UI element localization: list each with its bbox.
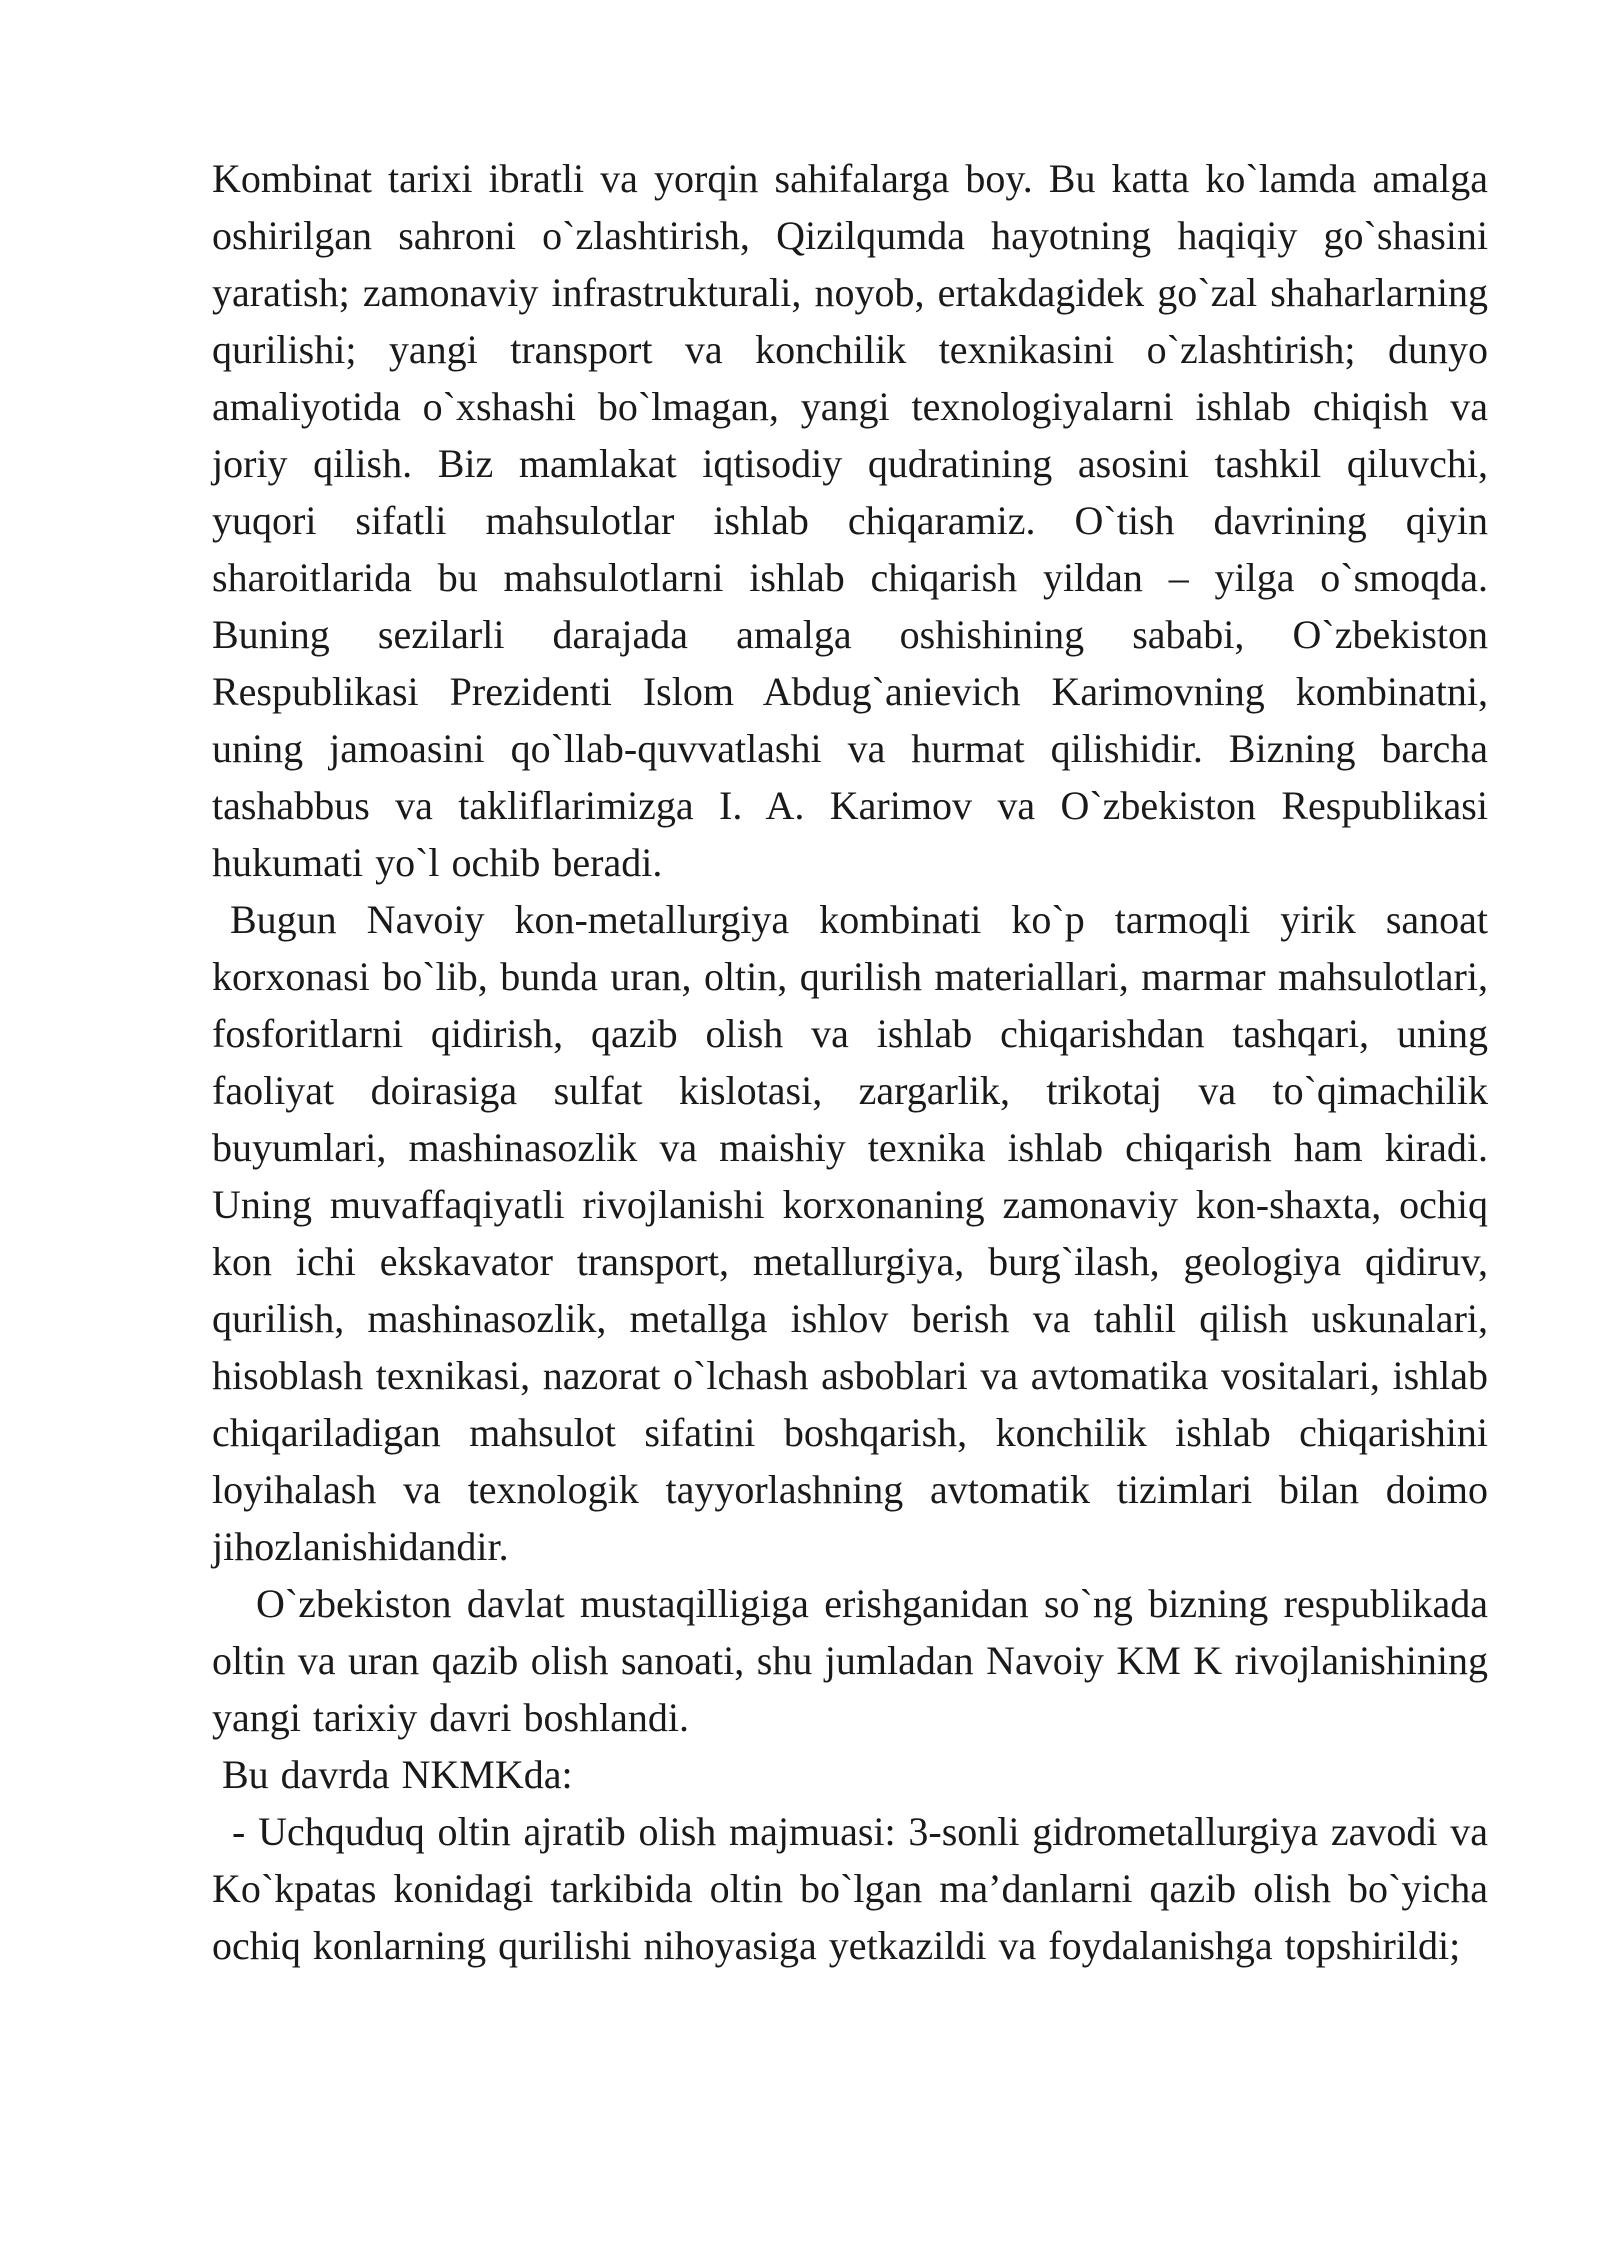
paragraph-kombinat-history: Kombinat tarixi ibratli va yorqin sahifalarga boy. Bu katta ko`lamda amalga oshirilgan sahroni o`zlashtirish, Qizilqumda hayotning haqiqiy go`shasini yaratish; zamonaviy infrastrukturali, noyob, ertakdagidek go`zal shaharlarning qurilishi; yangi transport va konchilik texnikasini o`zlashtirish; dunyo amaliyotida o`xshashi bo`lmagan, yangi texnologiyalarni ishlab chiqish va joriy qilish. Biz mamlakat iqtisodiy qudratining asosini tashkil qiluvchi, yuqori sifatli mahsulotlar ishlab chiqaramiz. O`tish davrining qiyin sharoitlarida bu mahsulotlarni ishlab chiqarish yildan – yilga o`smoqda. Buning sezilarli darajada amalga oshishining sababi, O`zbekiston Respublikasi Prezidenti Islom Abdug`anievich Karimovning kombinatni, uning jamoasini qo`llab-quvvatlashi va hurmat qilishidir. Bizning barcha tashabbus va takliflarimizga I. A. Karimov va O`zbekiston Respublikasi hukumati yo`l ochib beradi. <box>212 156 1488 885</box>
paragraph-nkmk-intro: Bu davrda NKMKda: <box>222 1752 573 1797</box>
document-body <box>212 150 1488 1974</box>
list-item-uchquduq: - Uchquduq oltin ajratib olish majmuasi: 3-sonli gidrometallurgiya zavodi va Ko`kpatas konidagi tarkibida oltin bo`lgan ma’danlarni qazib olish bo`yicha ochiq konlarning qurilishi nihoyasiga yetkazildi va foydalanishga topshirildi; <box>212 1809 1488 1968</box>
paragraph-independence-period: O`zbekiston davlat mustaqilligiga erishganidan so`ng bizning respublikada oltin va uran qazib olish sanoati, shu jumladan Navoiy KM K rivojlanishining yangi tarixiy davri boshlandi. <box>212 1581 1488 1740</box>
paragraph-navoiy-combine-today: Bugun Navoiy kon-metallurgiya kombinati ko`p tarmoqli yirik sanoat korxonasi bo`lib, bunda uran, oltin, qurilish materiallari, marmar mahsulotlari, fosforitlarni qidirish, qazib olish va ishlab chiqarishdan tashqari, uning faoliyat doirasiga sulfat kislotasi, zargarlik, trikotaj va to`qimachilik buyumlari, mashinasozlik va maishiy texnika ishlab chiqarish ham kiradi. Uning muvaffaqiyatli rivojlanishi korxonaning zamonaviy kon-shaxta, ochiq kon ichi ekskavator transport, metallurgiya, burg`ilash, geologiya qidiruv, qurilish, mashinasozlik, metallga ishlov berish va tahlil qilish uskunalari, hisoblash texnikasi, nazorat o`lchash asboblari va avtomatika vositalari, ishlab chiqariladigan mahsulot sifatini boshqarish, konchilik ishlab chiqarishini loyihalash va texnologik tayyorlashning avtomatik tizimlari bilan doimo jihozlanishidandir. <box>212 897 1488 1569</box>
